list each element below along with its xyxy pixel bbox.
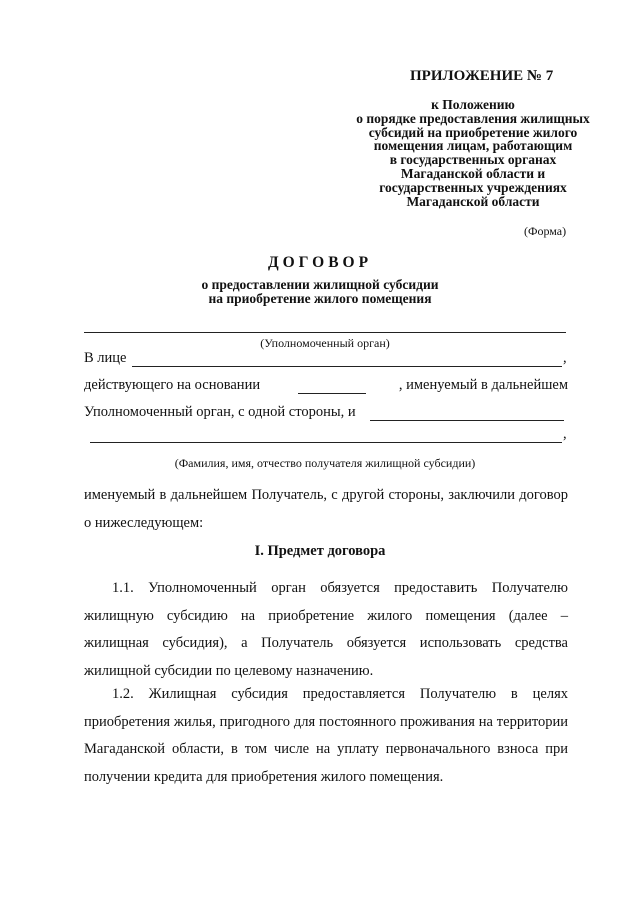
recipient-caption: (Фамилия, имя, отчество получателя жилищной субсидии)	[174, 456, 476, 470]
section-title: I. Предмет договора	[254, 543, 386, 559]
annex-line: Магаданской области и	[400, 165, 546, 181]
annex-line: о порядке предоставления жилищных	[356, 110, 590, 126]
annex-line: к Положению	[431, 97, 515, 112]
form-label: (Форма)	[524, 224, 567, 238]
clause-1-2: 1.2. Жилищная субсидия предоставляется Получателю в целях приобретения жилья, пригодного для постоянного проживания на территории Магаданской области, в том числе на уплату первоначального взноса при получении кредита для приобретения жилого помещения.	[84, 686, 568, 785]
authority-side-text: Уполномоченный орган, с одной стороны, и	[84, 404, 356, 420]
acting-text: действующего на основании	[84, 377, 261, 393]
recipient-paragraph: именуемый в дальнейшем Получатель, с другой стороны, заключили договор о нижеследующем:	[84, 487, 568, 531]
clause-1-1: 1.1. Уполномоченный орган обязуется предоставить Получателю жилищную субсидию на приобретение жилого помещения (далее – жилищная субсидия), а Получатель обязуется использовать средства жилищной субсидии по целевому назначению.	[84, 580, 568, 679]
authority-name-field[interactable]	[84, 332, 566, 333]
annex-line: помещения лицам, работающим	[373, 138, 573, 154]
comma: ,	[563, 350, 567, 366]
basis-field[interactable]	[298, 393, 366, 394]
contract-subtitle	[0, 278, 640, 306]
annex-line: государственных учреждениях	[379, 179, 567, 195]
representative-field[interactable]	[132, 366, 562, 367]
annex-line: в государственных органах	[389, 152, 557, 168]
contract-title: ДОГОВОР	[267, 254, 373, 271]
recipient-field-part2[interactable]	[90, 442, 562, 443]
in-person-label: В лице	[84, 350, 127, 366]
subtitle-line: о предоставлении жилищной субсидии	[201, 277, 439, 292]
annex-title: ПРИЛОЖЕНИЕ № 7	[410, 68, 554, 84]
annex-reference	[330, 98, 616, 208]
subtitle-line: на приобретение жилого помещения	[208, 291, 432, 306]
named-text: , именуемый в дальнейшем	[398, 377, 568, 393]
annex-line: Магаданской области	[406, 193, 540, 209]
comma: ,	[563, 426, 567, 442]
annex-line: субсидий на приобретение жилого	[368, 124, 578, 140]
recipient-field-part1[interactable]	[370, 420, 564, 421]
authority-caption: (Уполномоченный орган)	[260, 336, 390, 350]
